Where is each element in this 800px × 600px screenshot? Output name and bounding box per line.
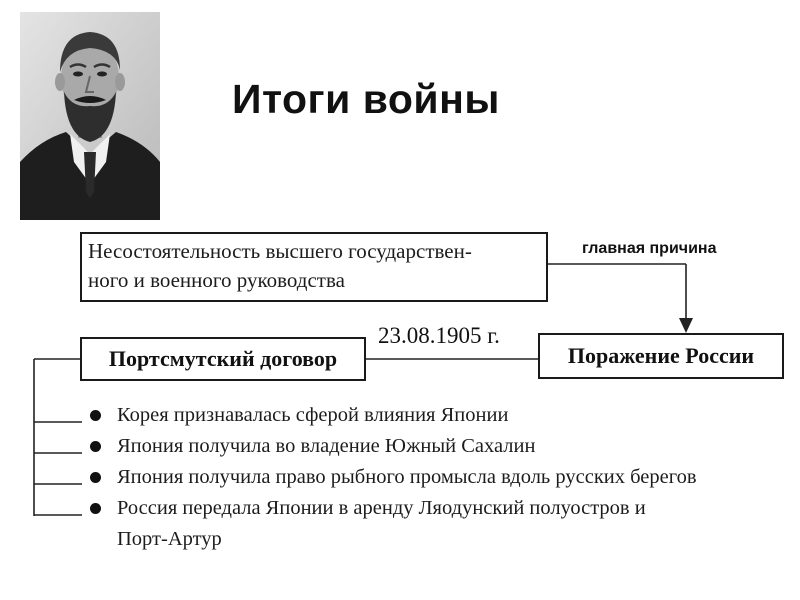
defeat-box: Поражение России [538,333,784,379]
cause-box [80,232,548,302]
list-item [90,400,697,431]
term-text: Япония получила право рыбного промысла вдоль русских берегов [117,466,697,488]
main-reason-label: главная причина [582,240,717,257]
term-text: Япония получила во владение Южный Сахалин [117,435,536,457]
bullet-icon [90,410,101,421]
cause-line-2: ного и военного руководства [88,268,345,292]
bullet-icon [90,472,101,483]
list-item [90,462,697,493]
bullet-icon [90,441,101,452]
cause-line-1: Несостоятельность высшего государствен- [88,239,472,263]
treaty-date: 23.08.1905 г. [378,323,500,348]
list-item [90,493,697,555]
page-title: Итоги войны [232,76,500,122]
list-item [90,431,697,462]
treaty-terms-list [90,400,697,555]
treaty-box: Портсмутский договор [80,337,366,381]
term-text-continuation: Порт-Артур [117,528,222,550]
term-text: Корея признавалась сферой влияния Японии [117,404,509,426]
term-text: Россия передала Японии в аренду Ляодунский полуостров и [117,497,646,519]
bullet-icon [90,503,101,514]
cause-arrow-head [679,318,693,333]
